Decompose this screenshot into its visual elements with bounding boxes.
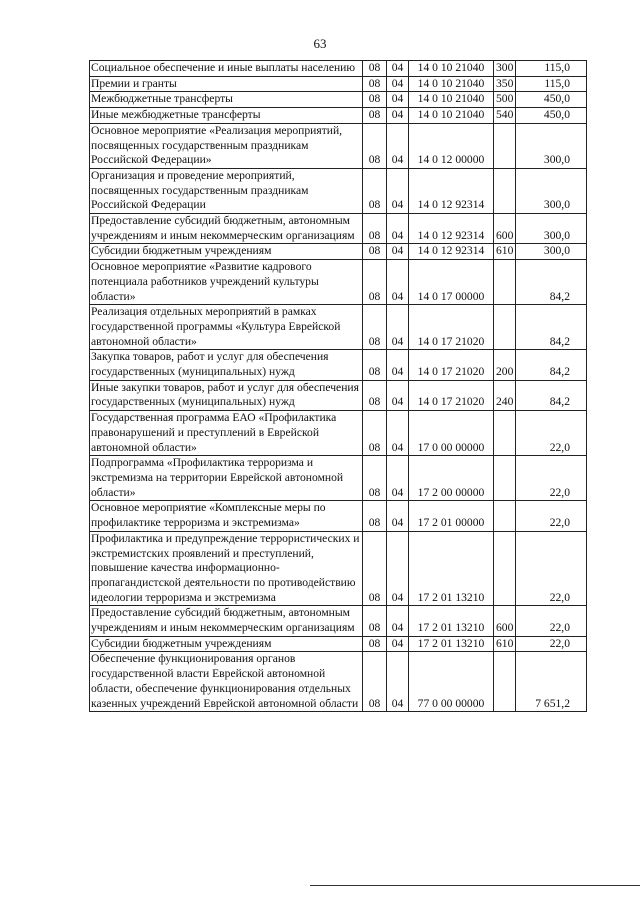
expense-type-cell: 240: [494, 380, 516, 410]
target-article-cell: 14 0 12 92314: [409, 214, 494, 244]
target-article-cell: 17 2 01 00000: [409, 501, 494, 531]
subsection-code-cell: 04: [387, 652, 409, 712]
row-name-cell: Подпрограмма «Профилактика терроризма и экстремизма на территории Еврейской автономной области»: [90, 456, 363, 501]
table-row: [90, 108, 587, 124]
subsection-code-cell: 04: [387, 123, 409, 168]
target-article-cell: 14 0 10 21040: [409, 76, 494, 92]
target-article-cell: 14 0 10 21040: [409, 61, 494, 77]
row-name-cell: Государственная программа ЕАО «Профилактика правонарушений и преступлений в Еврейской автономной области»: [90, 411, 363, 456]
subsection-code-cell: 04: [387, 456, 409, 501]
table-row: [90, 76, 587, 92]
table-row: [90, 531, 587, 606]
subsection-code-cell: 04: [387, 92, 409, 108]
target-article-cell: 14 0 10 21040: [409, 92, 494, 108]
amount-cell: 84,2: [516, 260, 587, 305]
target-article-cell: 14 0 12 92314: [409, 168, 494, 213]
expense-type-cell: 500: [494, 92, 516, 108]
expense-type-cell: 600: [494, 606, 516, 636]
amount-cell: 300,0: [516, 214, 587, 244]
row-name-cell: Субсидии бюджетным учреждениям: [90, 244, 363, 260]
row-name-cell: Иные межбюджетные трансферты: [90, 108, 363, 124]
section-code-cell: 08: [363, 92, 387, 108]
subsection-code-cell: 04: [387, 260, 409, 305]
row-name-cell: Социальное обеспечение и иные выплаты населению: [90, 61, 363, 77]
target-article-cell: 17 2 01 13210: [409, 636, 494, 652]
target-article-cell: 17 2 00 00000: [409, 456, 494, 501]
table-row: [90, 501, 587, 531]
table-row: [90, 380, 587, 410]
subsection-code-cell: 04: [387, 501, 409, 531]
subsection-code-cell: 04: [387, 214, 409, 244]
amount-cell: 300,0: [516, 168, 587, 213]
section-code-cell: 08: [363, 652, 387, 712]
section-code-cell: 08: [363, 501, 387, 531]
row-name-cell: Иные закупки товаров, работ и услуг для обеспечения государственных (муниципальных) нужд: [90, 380, 363, 410]
table-row: [90, 652, 587, 712]
amount-cell: 115,0: [516, 76, 587, 92]
row-name-cell: Основное мероприятие «Реализация мероприятий, посвященных государственным праздникам Российской Федерации»: [90, 123, 363, 168]
section-code-cell: 08: [363, 168, 387, 213]
row-name-cell: Обеспечение функционирования органов государственной власти Еврейской автономной области, обеспечение функционирования отдельных казенных учреждений Еврейской автономной области: [90, 652, 363, 712]
expense-type-cell: 300: [494, 61, 516, 77]
amount-cell: 22,0: [516, 411, 587, 456]
expense-type-cell: [494, 305, 516, 350]
target-article-cell: 14 0 12 00000: [409, 123, 494, 168]
expense-type-cell: 540: [494, 108, 516, 124]
table-row: [90, 123, 587, 168]
subsection-code-cell: 04: [387, 350, 409, 380]
table-row: [90, 350, 587, 380]
row-name-cell: Межбюджетные трансферты: [90, 92, 363, 108]
target-article-cell: 17 0 00 00000: [409, 411, 494, 456]
target-article-cell: 14 0 10 21040: [409, 108, 494, 124]
target-article-cell: 14 0 17 00000: [409, 260, 494, 305]
amount-cell: 22,0: [516, 501, 587, 531]
section-code-cell: 08: [363, 531, 387, 606]
section-code-cell: 08: [363, 214, 387, 244]
amount-cell: 115,0: [516, 61, 587, 77]
table-row: [90, 168, 587, 213]
row-name-cell: Премии и гранты: [90, 76, 363, 92]
row-name-cell: Реализация отдельных мероприятий в рамках государственной программы «Культура Еврейской автономной области»: [90, 305, 363, 350]
subsection-code-cell: 04: [387, 531, 409, 606]
budget-table-body: [90, 61, 587, 712]
amount-cell: 22,0: [516, 531, 587, 606]
subsection-code-cell: 04: [387, 61, 409, 77]
target-article-cell: 17 2 01 13210: [409, 531, 494, 606]
section-code-cell: 08: [363, 305, 387, 350]
subsection-code-cell: 04: [387, 244, 409, 260]
subsection-code-cell: 04: [387, 380, 409, 410]
row-name-cell: Субсидии бюджетным учреждениям: [90, 636, 363, 652]
table-row: [90, 214, 587, 244]
bottom-rule: [310, 885, 640, 886]
amount-cell: 22,0: [516, 606, 587, 636]
table-row: [90, 260, 587, 305]
amount-cell: 7 651,2: [516, 652, 587, 712]
section-code-cell: 08: [363, 380, 387, 410]
table-row: [90, 61, 587, 77]
section-code-cell: 08: [363, 260, 387, 305]
section-code-cell: 08: [363, 636, 387, 652]
subsection-code-cell: 04: [387, 411, 409, 456]
expense-type-cell: 600: [494, 214, 516, 244]
row-name-cell: Основное мероприятие «Развитие кадрового потенциала работников учреждений культуры области»: [90, 260, 363, 305]
amount-cell: 84,2: [516, 380, 587, 410]
row-name-cell: Профилактика и предупреждение террористических и экстремистских проявлений и преступлений, повышение качества информационно-пропагандистской деятельности по противодействию идеологии терроризма и экстремизма: [90, 531, 363, 606]
table-row: [90, 244, 587, 260]
section-code-cell: 08: [363, 123, 387, 168]
table-row: [90, 636, 587, 652]
budget-table: [89, 60, 587, 712]
table-row: [90, 92, 587, 108]
page-number: 63: [313, 36, 327, 51]
amount-cell: 84,2: [516, 305, 587, 350]
expense-type-cell: 200: [494, 350, 516, 380]
expense-type-cell: 350: [494, 76, 516, 92]
amount-cell: 450,0: [516, 92, 587, 108]
target-article-cell: 14 0 17 21020: [409, 380, 494, 410]
expense-type-cell: [494, 260, 516, 305]
section-code-cell: 08: [363, 108, 387, 124]
expense-type-cell: [494, 501, 516, 531]
subsection-code-cell: 04: [387, 168, 409, 213]
expense-type-cell: 610: [494, 636, 516, 652]
row-name-cell: Предоставление субсидий бюджетным, автономным учреждениям и иным некоммерческим организациям: [90, 606, 363, 636]
subsection-code-cell: 04: [387, 606, 409, 636]
row-name-cell: Закупка товаров, работ и услуг для обеспечения государственных (муниципальных) нужд: [90, 350, 363, 380]
target-article-cell: 14 0 12 92314: [409, 244, 494, 260]
table-row: [90, 411, 587, 456]
expense-type-cell: [494, 168, 516, 213]
expense-type-cell: [494, 411, 516, 456]
section-code-cell: 08: [363, 606, 387, 636]
expense-type-cell: 610: [494, 244, 516, 260]
row-name-cell: Организация и проведение мероприятий, посвященных государственным праздникам Российской Федерации: [90, 168, 363, 213]
amount-cell: 300,0: [516, 244, 587, 260]
section-code-cell: 08: [363, 61, 387, 77]
table-row: [90, 305, 587, 350]
section-code-cell: 08: [363, 350, 387, 380]
expense-type-cell: [494, 123, 516, 168]
table-row: [90, 456, 587, 501]
target-article-cell: 17 2 01 13210: [409, 606, 494, 636]
amount-cell: 300,0: [516, 123, 587, 168]
expense-type-cell: [494, 652, 516, 712]
subsection-code-cell: 04: [387, 305, 409, 350]
amount-cell: 450,0: [516, 108, 587, 124]
section-code-cell: 08: [363, 456, 387, 501]
subsection-code-cell: 04: [387, 76, 409, 92]
target-article-cell: 77 0 00 00000: [409, 652, 494, 712]
row-name-cell: Основное мероприятие «Комплексные меры по профилактике терроризма и экстремизма»: [90, 501, 363, 531]
subsection-code-cell: 04: [387, 636, 409, 652]
row-name-cell: Предоставление субсидий бюджетным, автономным учреждениям и иным некоммерческим организациям: [90, 214, 363, 244]
amount-cell: 22,0: [516, 636, 587, 652]
amount-cell: 84,2: [516, 350, 587, 380]
table-row: [90, 606, 587, 636]
section-code-cell: 08: [363, 244, 387, 260]
section-code-cell: 08: [363, 76, 387, 92]
amount-cell: 22,0: [516, 456, 587, 501]
expense-type-cell: [494, 531, 516, 606]
section-code-cell: 08: [363, 411, 387, 456]
expense-type-cell: [494, 456, 516, 501]
subsection-code-cell: 04: [387, 108, 409, 124]
target-article-cell: 14 0 17 21020: [409, 305, 494, 350]
target-article-cell: 14 0 17 21020: [409, 350, 494, 380]
